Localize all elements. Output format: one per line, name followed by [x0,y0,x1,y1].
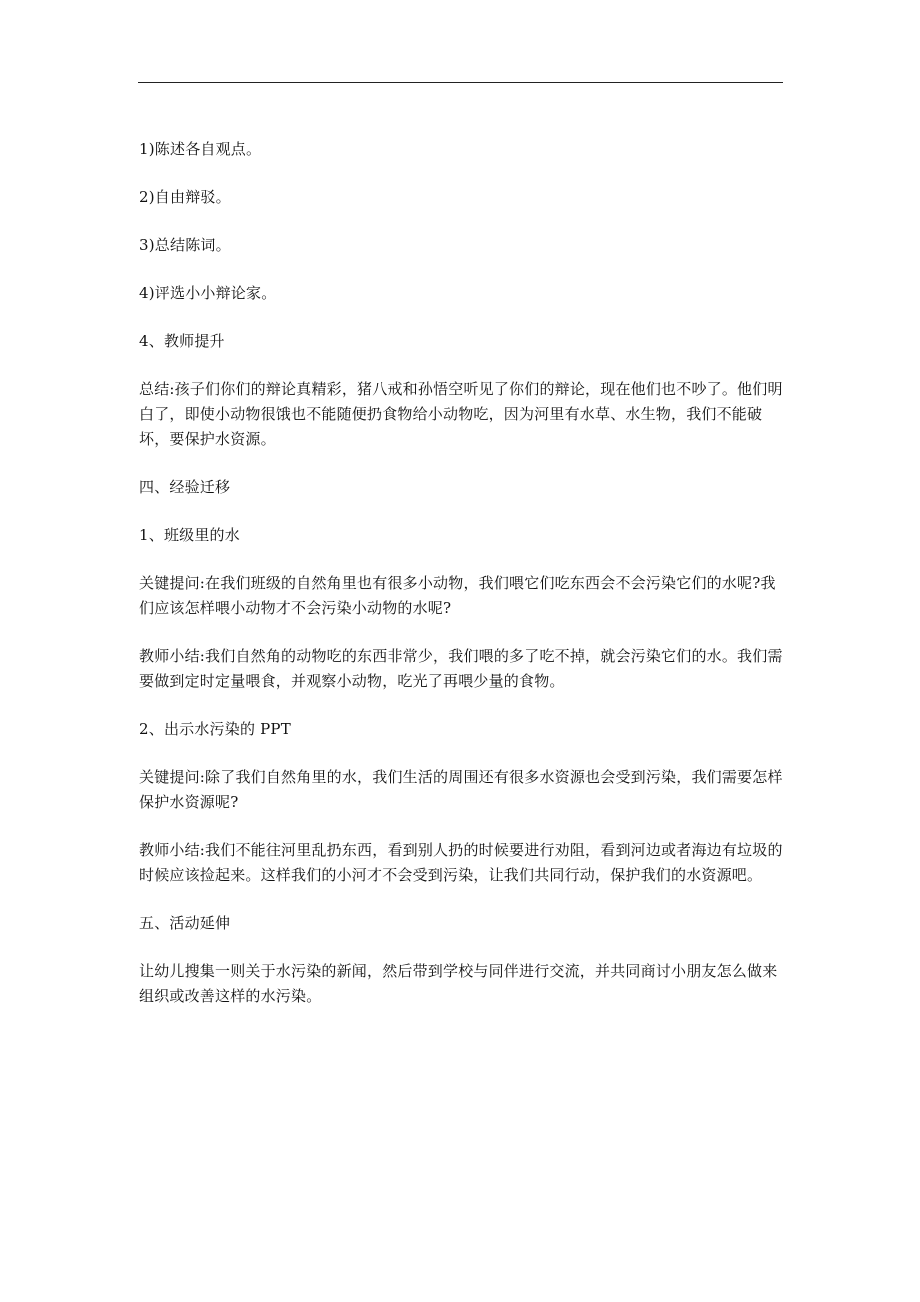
step-3-summary: 3)总结陈词。 [139,236,231,254]
teacher-summary-2: 教师小结:我们不能往河里乱扔东西，看到别人扔的时候要进行劝阻，看到河边或者海边有垃圾的时候应该捡起来。这样我们的小河才不会受到污染，让我们共同行动，保护我们的水资源吧。 [139,841,783,884]
step-2-free-debate: 2)自由辩驳。 [139,188,231,206]
section-experience-transfer: 四、经验迁移 [139,478,231,496]
document-body [139,137,789,1032]
step-1-statement: 1)陈述各自观点。 [139,140,262,158]
section-teacher-improve: 4、教师提升 [139,332,225,350]
header-rule [138,82,783,83]
summary-paragraph: 总结:孩子们你们的辩论真精彩，猪八戒和孙悟空听见了你们的辩论，现在他们也不吵了。他们明白了，即使小动物很饿也不能随便扔食物给小动物吃，因为河里有水草、水生物，我们不能破坏，要保护水资源。 [139,380,783,448]
extension-paragraph: 让幼儿搜集一则关于水污染的新闻，然后带到学校与同伴进行交流，并共同商讨小朋友怎么做来组织或改善这样的水污染。 [139,962,778,1005]
subsection-class-water: 1、班级里的水 [139,526,240,544]
step-4-select-debater: 4)评选小小辩论家。 [139,284,277,302]
key-question-2: 关键提问:除了我们自然角里的水，我们生活的周围还有很多水资源也会受到污染，我们需要怎样保护水资源呢? [139,768,783,811]
section-activity-extension: 五、活动延伸 [139,914,231,932]
subsection-water-pollution-ppt: 2、出示水污染的 PPT [139,720,291,738]
key-question-1: 关键提问:在我们班级的自然角里也有很多小动物，我们喂它们吃东西会不会污染它们的水呢?我们应该怎样喂小动物才不会污染小动物的水呢? [139,574,776,617]
teacher-summary-1: 教师小结:我们自然角的动物吃的东西非常少，我们喂的多了吃不掉，就会污染它们的水。我们需要做到定时定量喂食，并观察小动物，吃光了再喂少量的食物。 [139,647,783,690]
